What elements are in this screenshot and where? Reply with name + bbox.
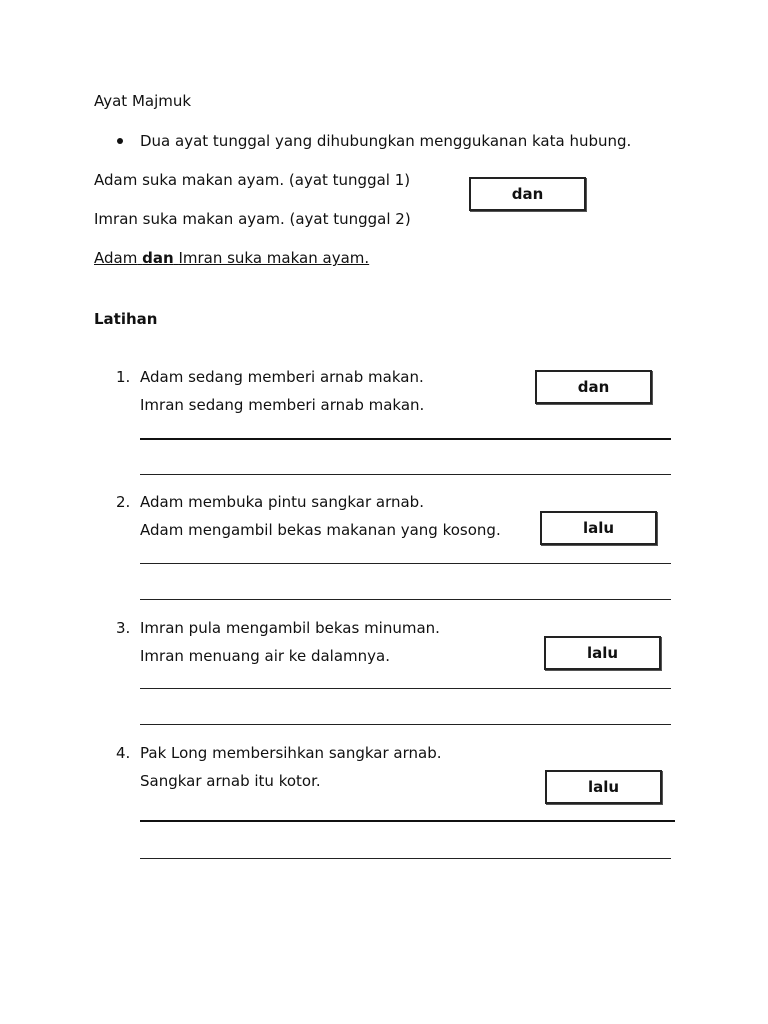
exercise-number: 4.: [116, 744, 131, 762]
exercise-number: 1.: [116, 368, 131, 386]
exercise-2-connector-box: lalu: [540, 511, 657, 545]
page-title: Ayat Majmuk: [94, 92, 192, 110]
answer-line[interactable]: [140, 820, 675, 822]
bullet-dot: [117, 138, 123, 144]
answer-line[interactable]: [140, 474, 671, 475]
answer-line[interactable]: [140, 688, 671, 689]
exercise-3-connector-box: lalu: [544, 636, 661, 670]
definition-text: Dua ayat tunggal yang dihubungkan menggukanan kata hubung.: [140, 132, 632, 150]
answer-line[interactable]: [140, 724, 671, 725]
exercise-4-line-1: Pak Long membersihkan sangkar arnab.: [140, 744, 442, 762]
example-sentence-1: Adam suka makan ayam. (ayat tunggal 1): [94, 171, 411, 189]
exercise-3-line-1: Imran pula mengambil bekas minuman.: [140, 619, 440, 637]
combined-part-1: Adam: [94, 249, 138, 267]
answer-line[interactable]: [140, 438, 671, 440]
combined-connector: dan: [142, 249, 174, 267]
exercise-4-connector-box: lalu: [545, 770, 662, 804]
exercise-title: Latihan: [94, 310, 158, 328]
answer-line[interactable]: [140, 599, 671, 600]
answer-line[interactable]: [140, 858, 671, 859]
exercise-number: 2.: [116, 493, 131, 511]
answer-line[interactable]: [140, 563, 671, 564]
exercise-1-line-1: Adam sedang memberi arnab makan.: [140, 368, 424, 386]
example-sentence-2: Imran suka makan ayam. (ayat tunggal 2): [94, 210, 411, 228]
example-connector-box: dan: [469, 177, 586, 211]
exercise-4-line-2: Sangkar arnab itu kotor.: [140, 772, 321, 790]
exercise-2-line-2: Adam mengambil bekas makanan yang kosong.: [140, 521, 501, 539]
exercise-1-connector-box: dan: [535, 370, 652, 404]
exercise-3-line-2: Imran menuang air ke dalamnya.: [140, 647, 390, 665]
example-combined-sentence: [94, 248, 369, 268]
exercise-2-line-1: Adam membuka pintu sangkar arnab.: [140, 493, 424, 511]
exercise-1-line-2: Imran sedang memberi arnab makan.: [140, 396, 425, 414]
exercise-number: 3.: [116, 619, 131, 637]
combined-part-2: Imran suka makan ayam.: [178, 249, 370, 267]
